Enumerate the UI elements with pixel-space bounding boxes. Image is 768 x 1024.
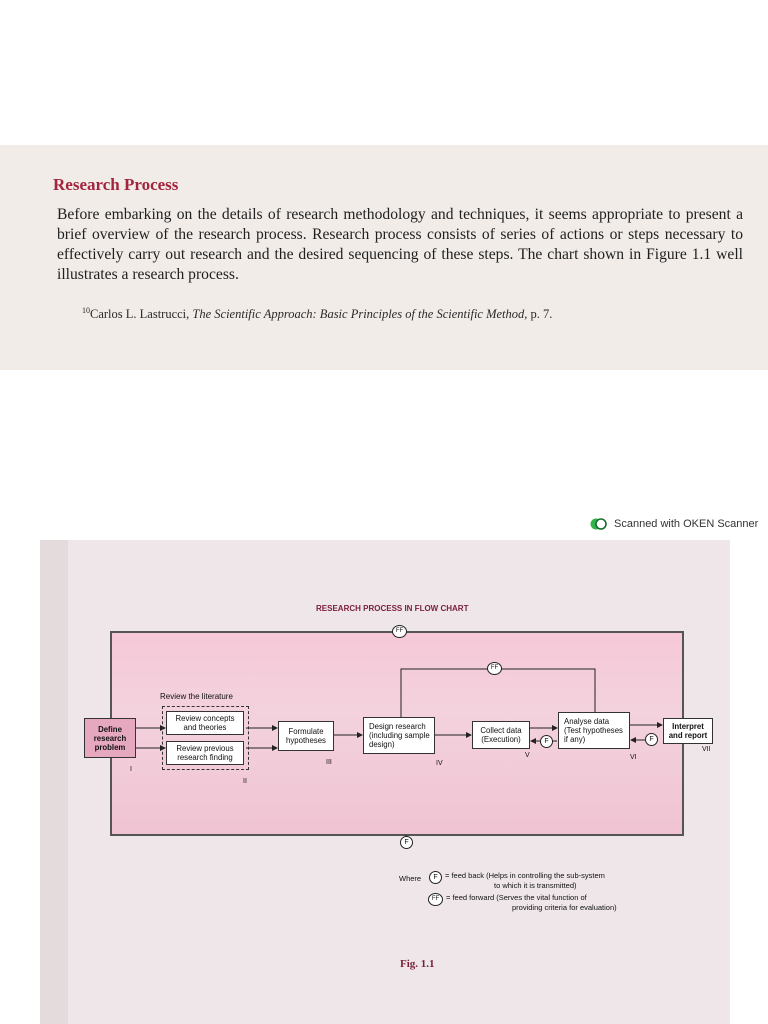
stage-numeral-vii: VII (702, 746, 711, 753)
legend-where-label: Where (399, 874, 422, 883)
feedforward-ff-loop-symbol: FF (487, 662, 502, 675)
intro-paragraph: Before embarking on the details of research methodology and techniques, it seems appropriate to present a brief overview of the research process. Research process consists of series of actions or steps necessary to effectively carry out research and the desired sequencing of these steps. The chart shown in Figure 1.1 well illustrates a research process. (57, 206, 743, 283)
footnote-marker: 10 (82, 306, 90, 315)
stage-numeral-vi: VI (630, 754, 637, 761)
feedforward-ff-top-symbol: FF (392, 625, 407, 638)
stage-numeral-iii: III (326, 759, 332, 766)
legend-f-symbol: F (429, 871, 442, 884)
stage-numeral-iv: IV (436, 760, 443, 767)
review-literature-label: Review the literature (160, 692, 233, 701)
feedback-f-bottom-symbol: F (400, 836, 413, 849)
step-review-previous: Review previous research finding (166, 741, 244, 765)
stage-numeral-i: I (130, 766, 132, 773)
legend-feedback-line2: to which it is transmitted) (494, 881, 577, 890)
step-interpret-report: Interpret and report (663, 718, 713, 744)
feedback-f-analyse-symbol: F (645, 733, 658, 746)
figure-caption: Fig. 1.1 (400, 958, 435, 970)
step-define-research-problem: Define research problem (84, 718, 136, 758)
feedforward-loop (401, 669, 595, 718)
legend-feedforward-line1: = feed forward (Serves the vital function of (446, 893, 587, 902)
stage-numeral-ii: II (243, 778, 247, 785)
footnote-page: p. 7. (527, 307, 553, 322)
legend-feedback-line1: = feed back (Helps in controlling the sub-system (445, 871, 605, 880)
feedback-f-collect-symbol: F (540, 735, 553, 748)
step-review-concepts: Review concepts and theories (166, 711, 244, 735)
footnote-title: The Scientific Approach: Basic Principles of the Scientific Method, (192, 307, 528, 322)
stage-numeral-v: V (525, 752, 530, 759)
step-design-research: Design research (including sample design) (363, 717, 435, 754)
legend-feedforward-line2: providing criteria for evaluation) (512, 903, 617, 912)
legend-ff-symbol: FF (428, 893, 443, 906)
flowchart-title: RESEARCH PROCESS IN FLOW CHART (316, 604, 469, 613)
scanner-label: Scanned with OKEN Scanner (614, 518, 759, 530)
step-formulate-hypotheses: Formulate hypotheses (278, 721, 334, 751)
section-heading: Research Process (53, 175, 179, 194)
footnote-author: Carlos L. Lastrucci, (90, 307, 193, 322)
step-collect-data: Collect data (Execution) (472, 721, 530, 749)
step-analyse-data: Analyse data (Test hypotheses if any) (558, 712, 630, 749)
